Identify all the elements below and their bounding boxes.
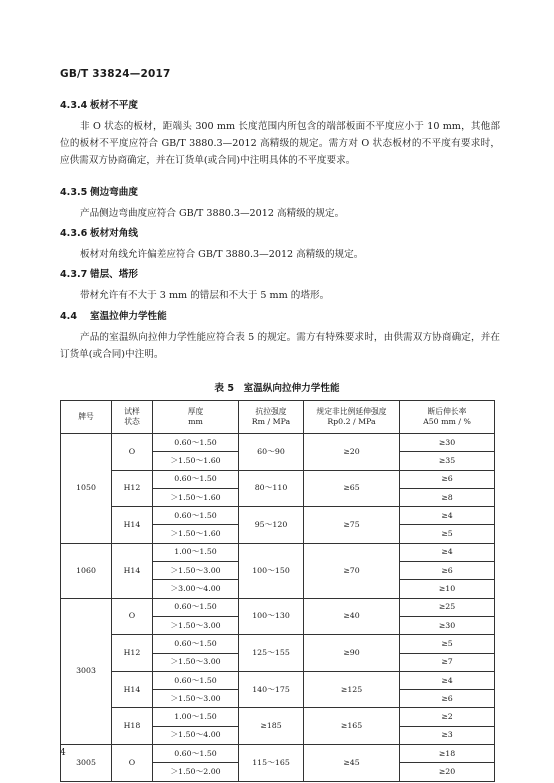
cell-thickness: 0.60～1.50	[153, 470, 239, 488]
cell-grade: 3003	[61, 598, 112, 744]
cell-thickness: ＞1.50～3.00	[153, 690, 239, 708]
cell-temper: O	[112, 434, 153, 471]
cell-thickness: 0.60～1.50	[153, 635, 239, 653]
cell-temper: H12	[112, 635, 153, 672]
cell-tensile: 115～165	[239, 745, 304, 782]
cell-tensile: 100～130	[239, 598, 304, 635]
cell-temper: H14	[112, 507, 153, 544]
cell-temper: O	[112, 745, 153, 782]
cell-thickness: 0.60～1.50	[153, 671, 239, 689]
table-row	[61, 507, 495, 525]
cell-temper: H14	[112, 543, 153, 598]
cell-elongation: ≥6	[400, 690, 495, 708]
cell-tensile: ≥185	[239, 708, 304, 745]
cell-tensile: 125～155	[239, 635, 304, 672]
header-grade: 牌号	[61, 401, 112, 434]
cell-grade: 1050	[61, 434, 112, 544]
page-number: 4	[60, 748, 66, 758]
cell-thickness: 0.60～1.50	[153, 434, 239, 452]
cell-elongation: ≥2	[400, 708, 495, 726]
cell-elongation: ≥20	[400, 763, 495, 781]
cell-elongation: ≥18	[400, 745, 495, 763]
cell-thickness: ＞1.50～2.00	[153, 763, 239, 781]
cell-thickness: ＞1.50～1.60	[153, 488, 239, 506]
standard-number: GB/T 33824—2017	[60, 68, 171, 80]
cell-thickness: 1.00～1.50	[153, 543, 239, 561]
cell-tensile: 80～110	[239, 470, 304, 507]
table-row	[61, 708, 495, 726]
cell-thickness: 1.00～1.50	[153, 708, 239, 726]
table-row	[61, 635, 495, 653]
table-caption: 表 5 室温纵向拉伸力学性能	[214, 383, 340, 394]
cell-thickness: 0.60～1.50	[153, 745, 239, 763]
cell-tensile: 60～90	[239, 434, 304, 471]
section-4-3-7	[60, 266, 500, 304]
cell-grade: 1060	[61, 543, 112, 598]
cell-thickness: ＞1.50～3.00	[153, 616, 239, 634]
section-text: 板材对角线允许偏差应符合 GB/T 3880.3—2012 高精级的规定。	[80, 249, 364, 260]
header-elongation: 断后伸长率 A50 mm / %	[400, 401, 495, 434]
cell-temper: O	[112, 598, 153, 635]
section-4-3-6	[60, 225, 500, 263]
cell-yield: ≥165	[304, 708, 400, 745]
cell-yield: ≥45	[304, 745, 400, 782]
table-row	[61, 434, 495, 452]
cell-elongation: ≥4	[400, 543, 495, 561]
section-heading: 4.3.6 板材对角线	[60, 228, 138, 239]
cell-elongation: ≥25	[400, 598, 495, 616]
cell-elongation: ≥6	[400, 562, 495, 580]
table-row	[61, 745, 495, 763]
header-thickness: 厚度 mm	[153, 401, 239, 434]
cell-elongation: ≥5	[400, 635, 495, 653]
table-header-row	[61, 401, 495, 434]
cell-yield: ≥75	[304, 507, 400, 544]
section-heading: 4.3.5 侧边弯曲度	[60, 187, 138, 198]
table-row	[61, 598, 495, 616]
cell-tensile: 140～175	[239, 671, 304, 708]
cell-elongation: ≥4	[400, 671, 495, 689]
cell-elongation: ≥10	[400, 580, 495, 598]
section-heading: 4.3.7 错层、塔形	[60, 269, 138, 280]
section-4-4	[60, 308, 500, 363]
cell-thickness: ＞1.50～4.00	[153, 726, 239, 744]
section-text: 非 O 状态的板材，距端头 300 mm 长度范围内所包含的端部板面不平度应小于 10 mm，其他部位的板材不平度应符合 GB/T 3880.3—2012 高精级的规定。需方对 O 状态板材的不平度有要求时，应供需双方协商确定，并在订货单(或合同)中注明具体的不平度要求。	[60, 121, 500, 166]
cell-thickness: 0.60～1.50	[153, 507, 239, 525]
cell-tensile: 95～120	[239, 507, 304, 544]
cell-elongation: ≥35	[400, 452, 495, 470]
cell-elongation: ≥4	[400, 507, 495, 525]
cell-elongation: ≥8	[400, 488, 495, 506]
cell-yield: ≥40	[304, 598, 400, 635]
cell-temper: H14	[112, 671, 153, 708]
section-heading: 4.3.4 板材不平度	[60, 100, 138, 111]
section-4-3-5	[60, 184, 500, 222]
cell-elongation: ≥6	[400, 470, 495, 488]
section-text: 产品侧边弯曲度应符合 GB/T 3880.3—2012 高精级的规定。	[80, 208, 345, 219]
cell-thickness: 0.60～1.50	[153, 598, 239, 616]
cell-temper: H18	[112, 708, 153, 745]
cell-yield: ≥90	[304, 635, 400, 672]
table-row	[61, 470, 495, 488]
cell-elongation: ≥5	[400, 525, 495, 543]
section-heading: 4.4 室温拉伸力学性能	[60, 311, 167, 322]
cell-thickness: ＞1.50～1.60	[153, 525, 239, 543]
header-temper: 试样 状态	[112, 401, 153, 434]
tensile-properties-table	[60, 400, 495, 782]
cell-yield: ≥20	[304, 434, 400, 471]
header-tensile-strength: 抗拉强度 Rm / MPa	[239, 401, 304, 434]
cell-thickness: ＞3.00～4.00	[153, 580, 239, 598]
header-yield-strength: 规定非比例延伸强度 Rp0.2 / MPa	[304, 401, 400, 434]
table-row	[61, 543, 495, 561]
cell-thickness: ＞1.50～1.60	[153, 452, 239, 470]
cell-elongation: ≥30	[400, 616, 495, 634]
cell-yield: ≥65	[304, 470, 400, 507]
cell-tensile: 100～150	[239, 543, 304, 598]
cell-elongation: ≥30	[400, 434, 495, 452]
cell-yield: ≥70	[304, 543, 400, 598]
cell-temper: H12	[112, 470, 153, 507]
cell-elongation: ≥3	[400, 726, 495, 744]
section-text: 带材允许有不大于 3 mm 的错层和不大于 5 mm 的塔形。	[80, 290, 330, 301]
cell-grade: 3005	[61, 745, 112, 782]
cell-yield: ≥125	[304, 671, 400, 708]
cell-thickness: ＞1.50～3.00	[153, 653, 239, 671]
section-text: 产品的室温纵向拉伸力学性能应符合表 5 的规定。需方有特殊要求时，由供需双方协商确定，并在订货单(或合同)中注明。	[60, 332, 500, 360]
table-row	[61, 671, 495, 689]
cell-thickness: ＞1.50～3.00	[153, 562, 239, 580]
section-4-3-4	[60, 97, 500, 169]
cell-elongation: ≥7	[400, 653, 495, 671]
